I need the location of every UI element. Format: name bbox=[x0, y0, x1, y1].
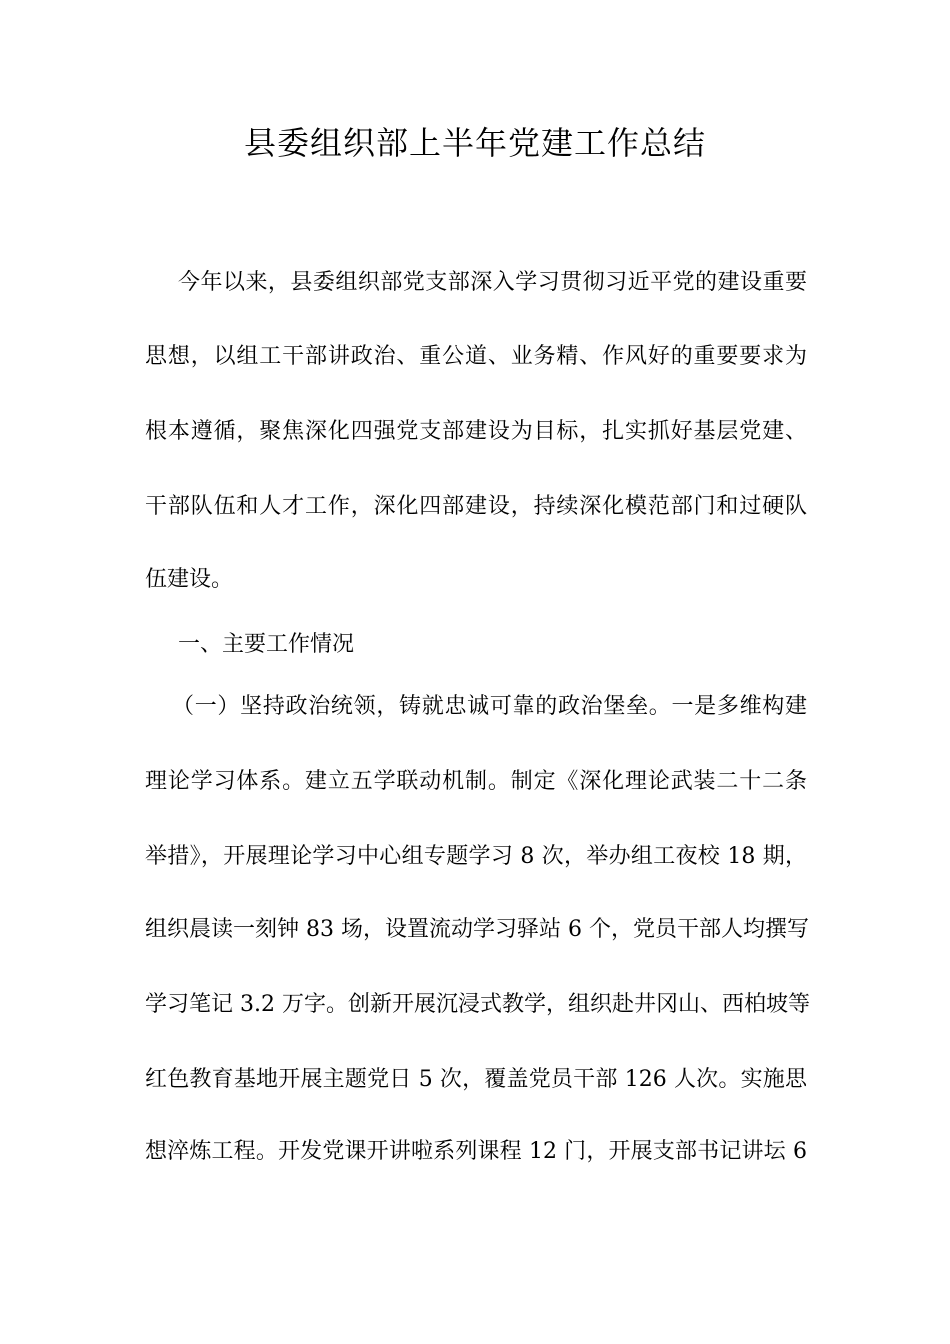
paragraph-line: 想淬炼工程。开发党课开讲啦系列课程 12 门，开展支部书记讲坛 6 bbox=[145, 1139, 807, 1164]
paragraph-line: 伍建设。 bbox=[145, 567, 234, 592]
paragraph-line: 举措》，开展理论学习中心组专题学习 8 次，举办组工夜校 18 期， bbox=[145, 844, 807, 869]
paragraph-line: 红色教育基地开展主题党日 5 次，覆盖党员干部 126 人次。实施思 bbox=[145, 1067, 807, 1092]
paragraph-line: 思想，以组工干部讲政治、重公道、业务精、作风好的重要要求为 bbox=[145, 344, 807, 369]
document-title: 县委组织部上半年党建工作总结 bbox=[243, 124, 706, 162]
paragraph-line: 组织晨读一刻钟 83 场，设置流动学习驿站 6 个，党员干部人均撰写 bbox=[145, 917, 809, 942]
paragraph-line: 学习笔记 3.2 万字。创新开展沉浸式教学，组织赴井冈山、西柏坡等 bbox=[145, 992, 810, 1017]
section-heading: 一、主要工作情况 bbox=[178, 632, 355, 657]
paragraph-line: 今年以来，县委组织部党支部深入学习贯彻习近平党的建设重要 bbox=[178, 270, 807, 295]
paragraph-line: 理论学习体系。建立五学联动机制。制定《深化理论武装二十二条 bbox=[145, 769, 807, 794]
paragraph-line: 根本遵循，聚焦深化四强党支部建设为目标，扎实抓好基层党建、 bbox=[145, 419, 807, 444]
subsection-heading-line: （一）坚持政治统领，铸就忠诚可靠的政治堡垒。一是多维构建 bbox=[172, 694, 807, 719]
paragraph-line: 干部队伍和人才工作，深化四部建设，持续深化模范部门和过硬队 bbox=[145, 494, 807, 519]
